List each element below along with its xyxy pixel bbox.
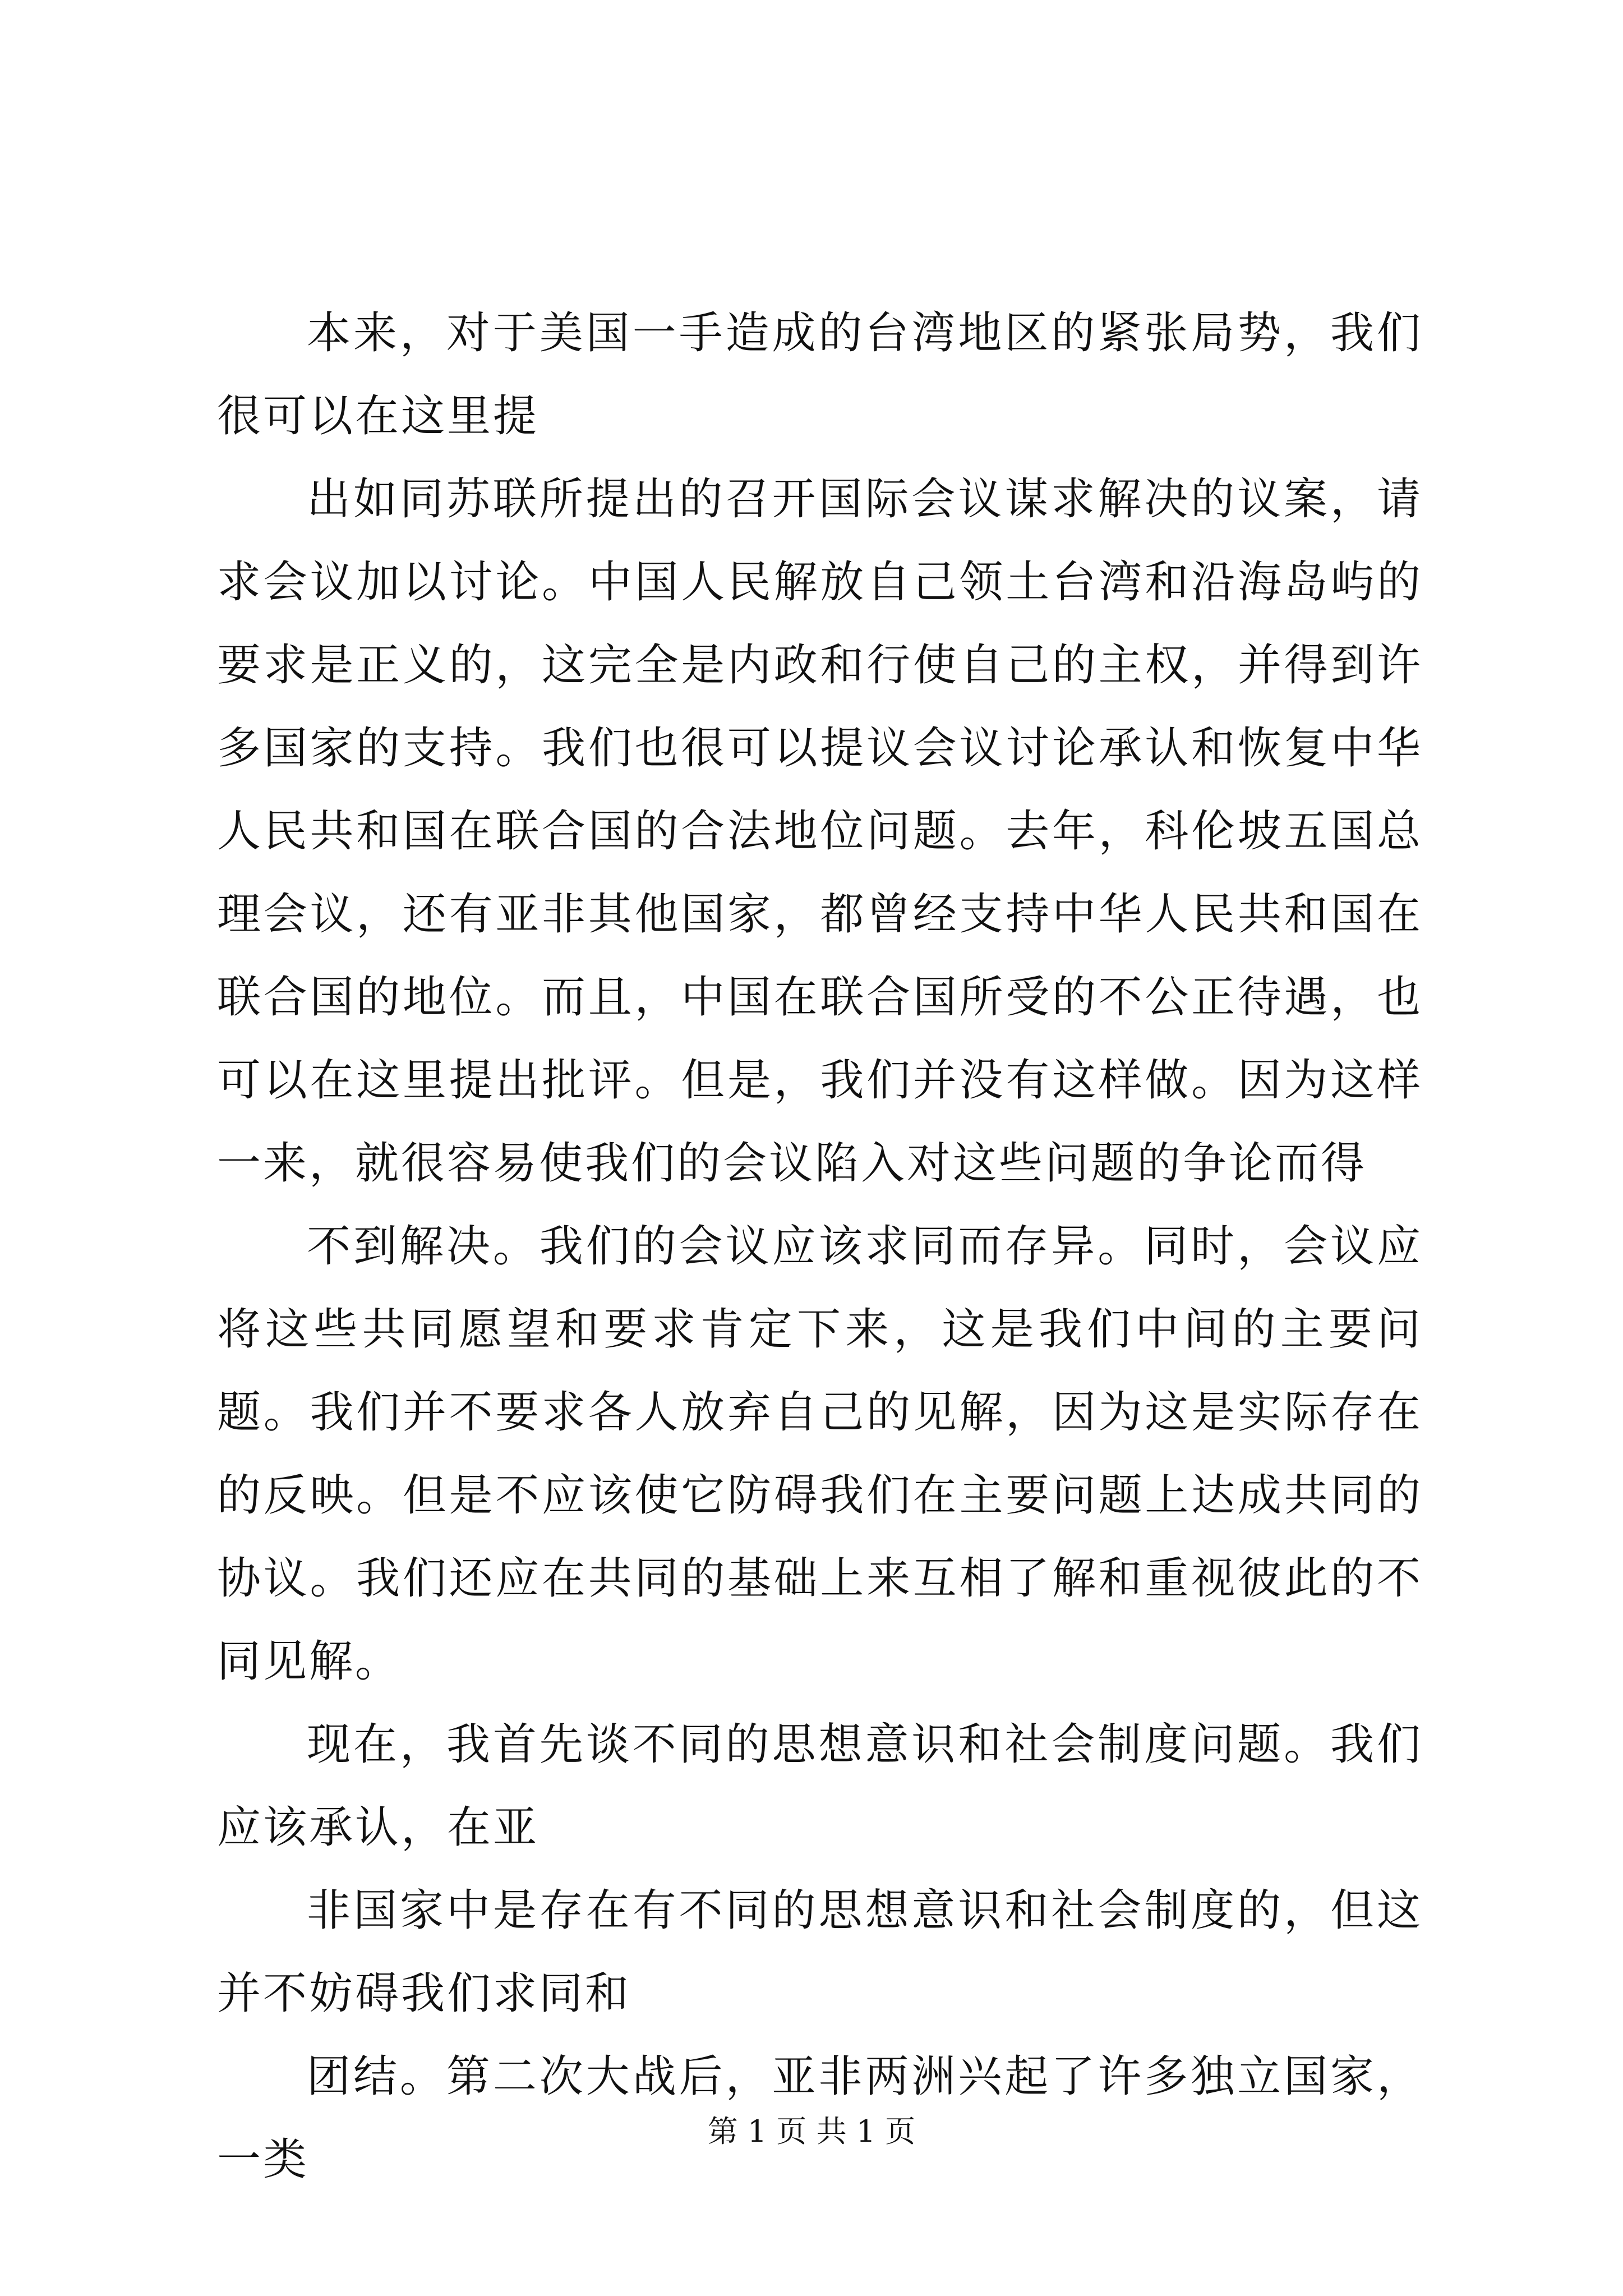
paragraph-4: 现在，我首先谈不同的思想意识和社会制度问题。我们应该承认，在亚 [217,1719,1423,1853]
paragraph-6: 团结。第二次大战后，亚非两洲兴起了许多独立国家，一类 [217,2051,1423,2185]
paragraph-1: 本来，对于美国一手造成的台湾地区的紧张局势，我们很可以在这里提 [217,308,1423,441]
page-footer: 第 1 页 共 1 页 [707,2114,916,2149]
paragraph-5: 非国家中是存在有不同的思想意识和社会制度的，但这并不妨碍我们求同和 [217,1885,1423,2019]
document-body [217,292,1423,2201]
paragraph-2: 出如同苏联所提出的召开国际会议谋求解决的议案，请求会议加以讨论。中国人民解放自己领土台湾和沿海岛屿的要求是正义的，这完全是内政和行使自己的主权，并得到许多国家的支持。我们也很可以提议会议讨论承认和恢复中华人民共和国在联合国的合法地位问题。去年，科伦坡五国总理会议，还有亚非其他国家，都曾经支持中华人民共和国在联合国的地位。而且，中国在联合国所受的不公正待遇，也可以在这里提出批评。但是，我们并没有这样做。因为这样一来，就很容易使我们的会议陷入对这些问题的争论而得 [217,474,1423,1189]
paragraph-3: 不到解决。我们的会议应该求同而存异。同时，会议应将这些共同愿望和要求肯定下来，这是我们中间的主要问题。我们并不要求各人放弃自己的见解，因为这是实际存在的反映。但是不应该使它防碍我们在主要问题上达成共同的协议。我们还应在共同的基础上来互相了解和重视彼此的不同见解。 [217,1221,1423,1687]
